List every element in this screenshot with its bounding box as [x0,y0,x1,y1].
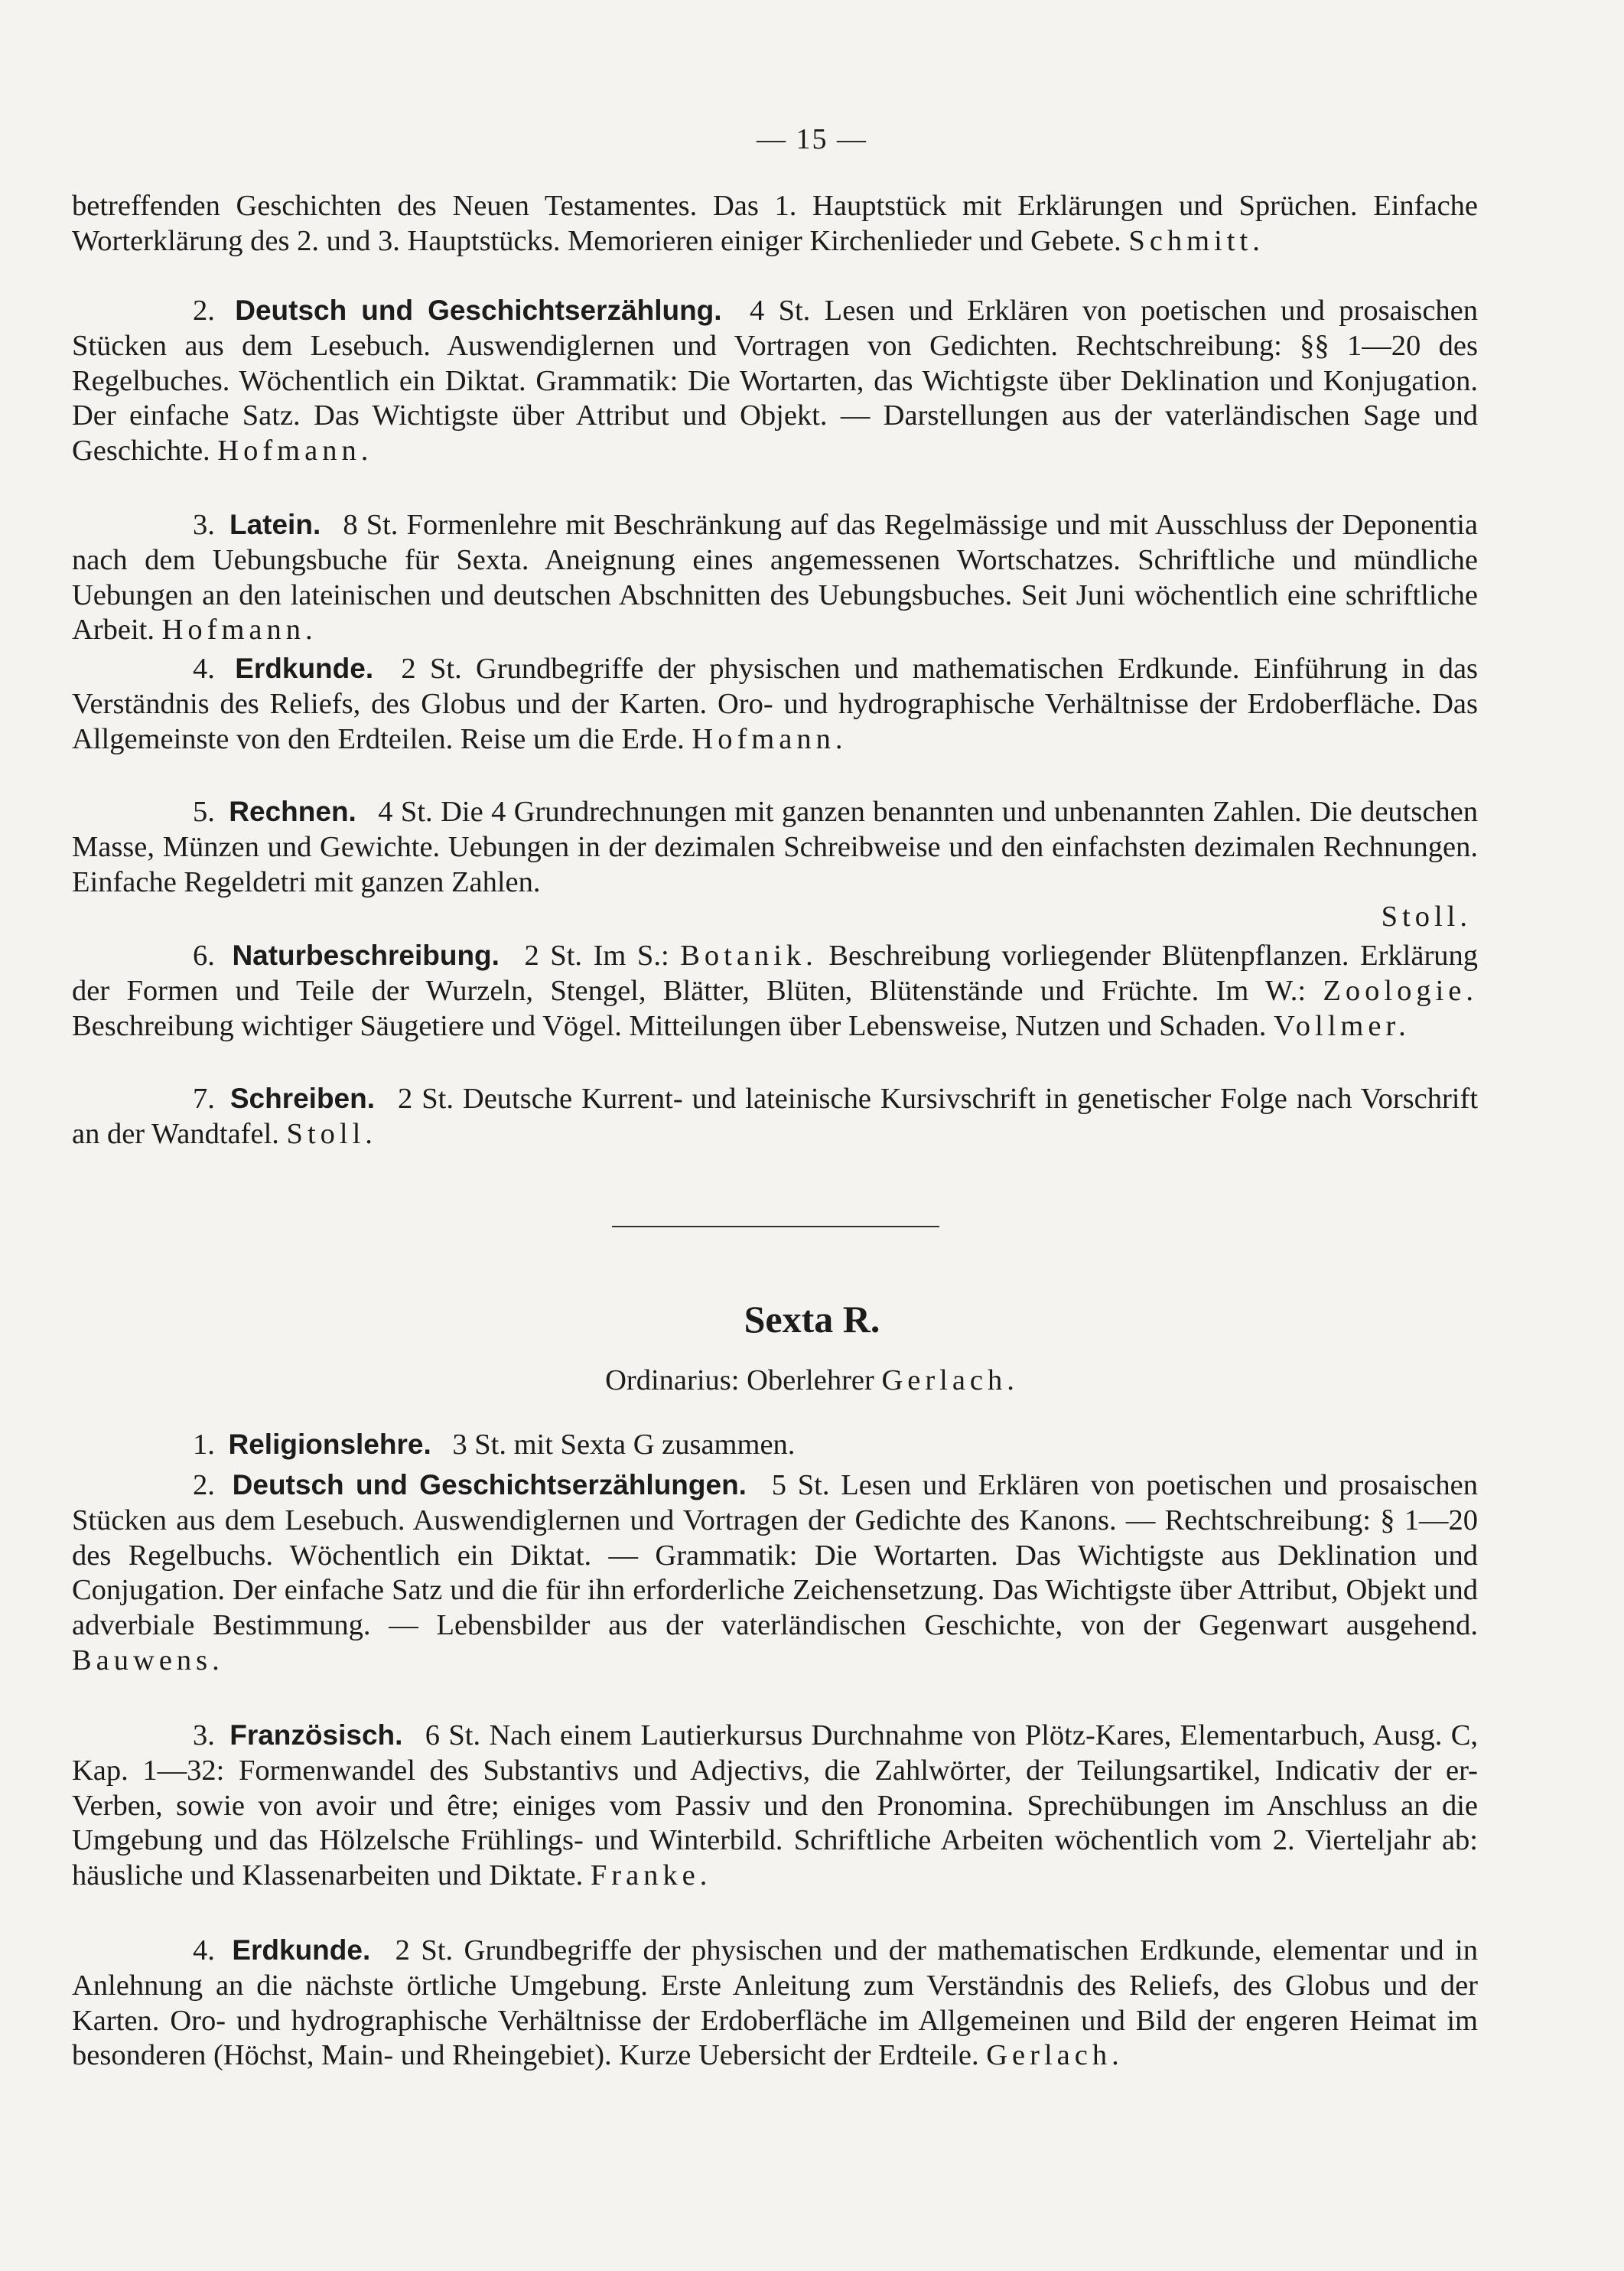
subject-title: Französisch. [229,1719,403,1751]
teacher-name: Bauwens. [72,1644,224,1676]
term-zoologie: Zoologie. [1323,974,1478,1007]
item-number: 5. [193,796,215,828]
item-text: 2 St. Grundbegriffe der physischen und mathematischen Erdkunde. Einführung in das Verständnis des Reliefs, des Globus und der Karten. Oro- und hydrographische Verhältnisse der Erdoberfläche. Das Allgemeinste von den Erdteilen. Reise um die Erde. [72,653,1479,755]
intro-paragraph [72,189,1478,259]
subject-title: Deutsch und Geschichtserzählungen. [232,1469,747,1500]
item-number: 1. [193,1429,215,1461]
item-number: 3. [193,1719,215,1751]
intro-text: betreffenden Geschichten des Neuen Testamentes. Das 1. Hauptstück mit Erklärungen und Sprüchen. Einfache Worterklärung des 2. und 3. Hauptstücks. Memorieren einiger Kirchenlieder und Gebete. [72,190,1478,257]
section-divider [612,1226,939,1227]
ordinarius-line [0,1364,1624,1397]
subject-title: Deutsch und Geschichtserzählung. [235,295,722,326]
teacher-name: Stoll. [286,1117,377,1150]
list-item [72,1081,1478,1152]
item-erdkunde-lower [72,1933,1478,2074]
item-text: 4 St. Die 4 Grundrechnungen mit ganzen benannten und unbenannten Zahlen. Die deutschen Masse, Münzen und Gewichte. Uebungen in der dezimalen Schreibweise und den einfachsten dezimalen Rechnungen. Einfache Regeldetri mit ganzen Zahlen. [72,796,1479,898]
subject-title: Schreiben. [229,1083,376,1114]
upper-section [72,189,1478,259]
item-text: 3 St. mit Sexta G zusammen. [452,1429,796,1461]
subject-title: Erdkunde. [232,1934,371,1966]
item-text: 4 St. Lesen und Erklären von poetischen und prosaischen Stücken aus dem Lesebuch. Auswendiglernen und Vortragen von Gedichten. Rechtschreibung: §§ 1—20 des Regelbuches. Wöchentlich ein Diktat. Grammatik: Die Wortarten, das Wichtigste über Deklination und Konjugation. Der einfache Satz. Das Wichtigste über Attribut und Objekt. — Darstellungen aus der vaterländischen Sage und Geschichte. [72,295,1478,468]
term-botanik: Botanik. [680,940,818,972]
subject-title: Religionslehre. [228,1429,431,1460]
item-number: 6. [193,940,215,972]
page-number: — 15 — [757,123,867,155]
ordinarius-name: Gerlach. [881,1364,1019,1396]
teacher-name: Franke. [590,1859,712,1892]
item-schreiben-upper [72,1081,1478,1152]
subject-title: Erdkunde. [235,653,374,684]
item-text: 2 St. Deutsche Kurrent- und lateinische Kursivschrift in genetischer Folge nach Vorschrift an der Wandtafel. [72,1083,1479,1150]
item-text: 8 St. Formenlehre mit Beschränkung auf das Regelmässige und mit Ausschluss der Deponentia nach dem Uebungsbuche für Sexta. Aneignung eines angemessenen Wortschatzes. Schriftliche und mündliche Uebungen an den lateinischen und deutschen Abschnitten des Uebungsbuches. Seit Juni wöchentlich eine schriftliche Arbeit. [72,509,1479,647]
list-item [72,293,1478,469]
item-erdkunde-upper [72,651,1478,757]
item-text: 5 St. Lesen und Erklären von poetischen und prosaischen Stücken aus dem Lesebuch. Auswendiglernen und Vortragen der Gedichte des Kanons. — Rechtschreibung: § 1—20 des Regelbuchs. Wöchentlich ein Diktat. — Grammatik: Die Wortarten. Das Wichtigste aus Deklination und Conjugation. Der einfache Satz und die für ihn erforderliche Zeichensetzung. Das Wichtigste über Attribut, Objekt und adverbiale Bestimmung. — Lebensbilder aus der vaterländischen Geschichte, von der Gegenwart ausgehend. [72,1469,1479,1642]
list-item [72,1427,1478,1463]
item-number: 3. [193,509,215,541]
teacher-name: Stoll. [1381,901,1472,933]
teacher-name: Hofmann. [692,722,848,755]
list-item [72,1468,1478,1679]
item-number: 4. [193,1934,215,1966]
teacher-name: Schmitt. [1128,224,1264,257]
item-number: 7. [193,1083,215,1115]
list-item [72,651,1478,757]
item-text: 2 St. Grundbegriffe der physischen und der mathematischen Erdkunde, elementar und in Anlehnung an die nächste örtliche Umgebung. Erste Anleitung zum Verständnis des Reliefs, des Globus und der Karten. Oro- und hydrographische Verhältnisse der Erdoberfläche im Allgemeinen und Bild der engeren Heimat im besonderen (Höchst, Main- und Rheingebiet). Kurze Uebersicht der Erdteile. [72,1934,1479,2072]
list-item [72,1933,1478,2074]
item-franzoesisch [72,1718,1478,1894]
subject-title: Naturbeschreibung. [232,940,500,971]
list-item [72,938,1478,1044]
subject-title: Latein. [229,509,321,540]
list-item [72,1718,1478,1894]
teacher-name: Hofmann. [161,614,317,647]
list-item [72,507,1478,648]
item-text: Beschreibung vorliegender Blütenpflanzen. Erklärung der Formen und Teile der Wurzeln, Stengel, Blätter, Blüten, Blütenstände und Früchte. Im W.: [72,940,1479,1007]
item-text: Beschreibung wichtiger Säugetiere und Vögel. Mitteilungen über Lebensweise, Nutzen und Schaden. [72,1009,1267,1042]
teacher-name: Hofmann. [217,435,373,468]
ordinarius-label: Ordinarius: Oberlehrer [605,1364,874,1396]
item-deutsch-upper [72,293,1478,469]
list-item [72,794,1478,935]
item-number: 2. [193,295,215,327]
item-latein-upper [72,507,1478,648]
subject-title: Rechnen. [229,796,356,827]
teacher-name: Gerlach. [986,2039,1124,2072]
item-deutsch-lower [72,1468,1478,1679]
item-text: 2 St. Im S.: [524,940,669,972]
item-text: 6 St. Nach einem Lautierkursus Durchnahme von Plötz-Kares, Elementarbuch, Ausg. C, Kap. 1—32: Formenwandel des Substantivs und Adjectivs, die Zahlwörter, der Teilungsartikel, Indicativ der er-Verben, sowie von avoir und être; einiges vom Passiv und den Pronomina. Sprechübungen im Anschluss an die Umgebung und das Hölzelsche Frühlings- und Winterbild. Schriftliche Arbeiten wöchentlich vom 2. Vierteljahr ab: häusliche und Klassenarbeiten und Diktate. [72,1719,1479,1892]
item-naturbeschreibung-upper [72,938,1478,1044]
item-number: 4. [193,653,215,685]
item-rechnen-upper [72,794,1478,935]
item-religionslehre [72,1427,1478,1463]
section-heading: Sexta R. [744,1298,880,1341]
teacher-name: Vollmer. [1273,1009,1411,1042]
item-number: 2. [193,1469,215,1501]
